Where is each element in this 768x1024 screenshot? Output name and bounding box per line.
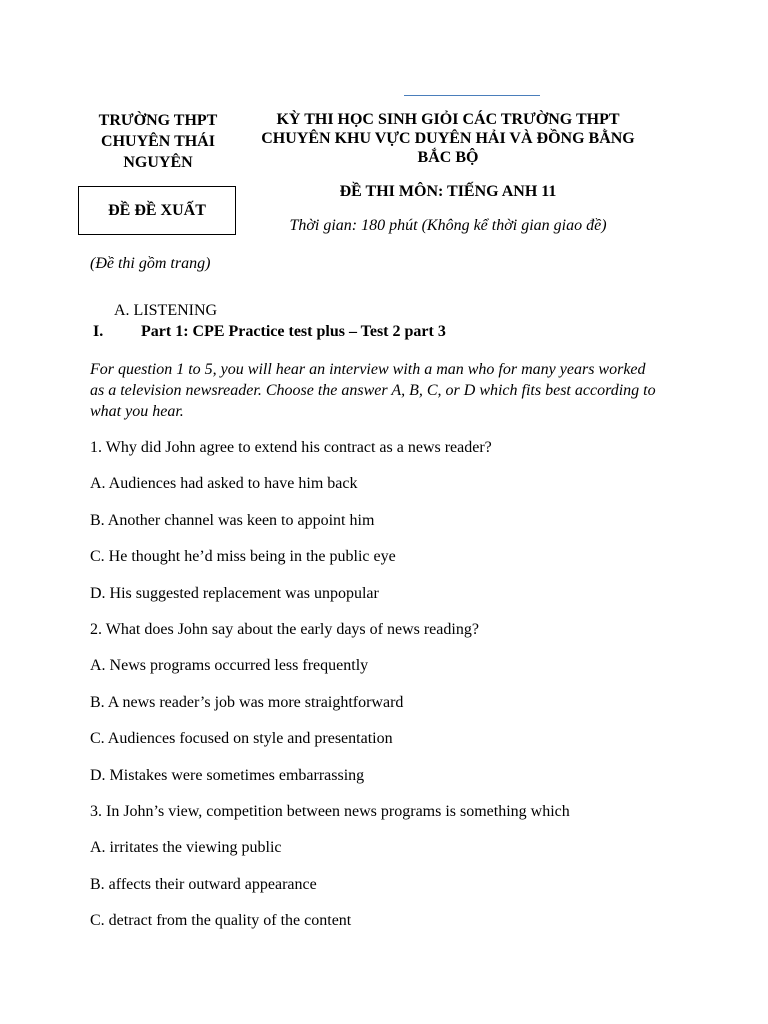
option-line: B. A news reader’s job was more straightforward: [90, 693, 404, 711]
option-line: D. His suggested replacement was unpopular: [90, 584, 379, 602]
section-heading: A. LISTENING: [114, 302, 218, 319]
exam-title: KỲ THI HỌC SINH GIỎI CÁC TRƯỜNG THPT CHUYÊN KHU VỰC DUYÊN HẢI VÀ ĐỒNG BẰNG BẮC BỘ: [261, 111, 635, 166]
part-number: I.: [93, 323, 104, 340]
option-line: C. He thought he’d miss being in the public eye: [90, 548, 396, 566]
school-name: TRƯỜNG THPT CHUYÊN THÁI NGUYÊN: [98, 112, 218, 171]
instructions: For question 1 to 5, you will hear an interview with a man who for many years worked as a television newsreader. Choose the answer A, B, C, or D which fits best according to what you hear.: [90, 361, 656, 420]
option-line: A. News programs occurred less frequently: [90, 657, 369, 675]
page-count-note: (Đề thi gồm trang): [90, 255, 211, 272]
question-line: 3. In John’s view, competition between news programs is something which: [90, 802, 570, 820]
option-line: A. Audiences had asked to have him back: [90, 475, 358, 493]
proposal-box: [78, 186, 236, 235]
proposal-label: ĐỀ ĐỀ XUẤT: [108, 201, 206, 219]
exam-time: Thời gian: 180 phút (Không kể thời gian giao đề): [289, 217, 607, 234]
part-title: Part 1: CPE Practice test plus – Test 2 part 3: [141, 323, 446, 340]
question-line: 1. Why did John agree to extend his contract as a news reader?: [90, 439, 492, 456]
option-line: A. irritates the viewing public: [90, 839, 282, 857]
option-line: C. Audiences focused on style and presentation: [90, 730, 393, 748]
option-line: C. detract from the quality of the content: [90, 912, 352, 930]
question-line: 2. What does John say about the early days of news reading?: [90, 620, 479, 638]
option-line: D. Mistakes were sometimes embarrassing: [90, 766, 365, 784]
header-rule: [404, 95, 540, 96]
part-heading: [93, 323, 446, 341]
option-line: B. Another channel was keen to appoint him: [90, 511, 375, 529]
question-list: [90, 437, 690, 946]
exam-subject: ĐỀ THI MÔN: TIẾNG ANH 11: [339, 183, 557, 200]
option-line: B. affects their outward appearance: [90, 875, 317, 893]
